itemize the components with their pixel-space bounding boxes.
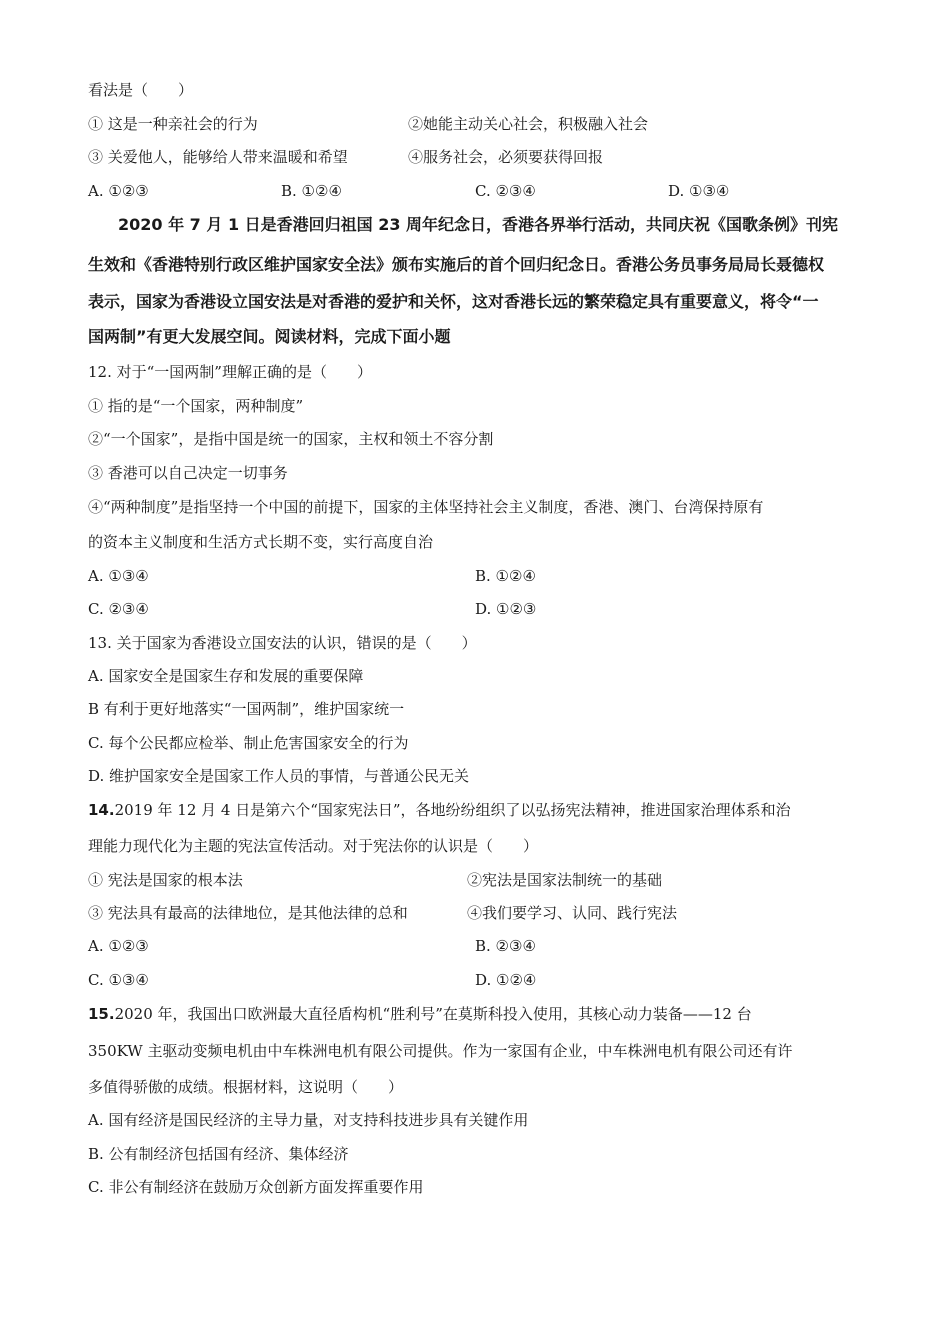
- q15-stem: [88, 1004, 752, 1024]
- q15-stem-cont-1: 350KW 主驱动变频电机由中车株洲电机有限公司提供。作为一家国有企业，中车株洲电机有限公司还有许: [88, 1042, 793, 1060]
- q14-option-a: A. ①②③: [88, 937, 149, 955]
- q12-option-c: C. ②③④: [88, 600, 149, 618]
- q12-option-d: D. ①②③: [475, 600, 537, 618]
- q11-statement-3: ③ 关爱他人，能够给人带来温暖和希望: [88, 148, 348, 166]
- q11-stem-tail: 看法是（ ）: [88, 81, 194, 99]
- q15-stem-text: 2020 年，我国出口欧洲最大直径盾构机“胜利号”在莫斯科投入使用，其核心动力装备——12 台: [114, 1005, 752, 1023]
- q14-option-b: B. ②③④: [475, 937, 536, 955]
- q11-option-a: A. ①②③: [88, 182, 149, 200]
- q11-option-b: B. ①②④: [281, 182, 342, 200]
- q13-option-b: B 有利于更好地落实“一国两制”，维护国家统一: [88, 700, 405, 718]
- q14-stem: [88, 800, 791, 820]
- q11-statement-2: ②她能主动关心社会，积极融入社会: [408, 115, 649, 133]
- q14-statement-2: ②宪法是国家法制统一的基础: [467, 871, 663, 889]
- q12-option-a: A. ①③④: [88, 567, 149, 585]
- q12-option-b: B. ①②④: [475, 567, 536, 585]
- q15-option-a: A. 国有经济是国民经济的主导力量，对支持科技进步具有关键作用: [88, 1111, 529, 1129]
- q15-number: 15.: [88, 1005, 115, 1023]
- q12-statement-4-cont: 的资本主义制度和生活方式长期不变，实行高度自治: [88, 533, 434, 551]
- material-line-1: 2020 年 7 月 1 日是香港回归祖国 23 周年纪念日，香港各界举行活动，共同庆祝《国歌条例》刊宪: [118, 215, 839, 234]
- q14-statement-3: ③ 宪法具有最高的法律地位，是其他法律的总和: [88, 904, 408, 922]
- q11-option-c: C. ②③④: [475, 182, 536, 200]
- q14-statement-4: ④我们要学习、认同、践行宪法: [467, 904, 678, 922]
- q14-number: 14.: [88, 801, 115, 819]
- q12-statement-3: ③ 香港可以自己决定一切事务: [88, 464, 288, 482]
- q12-statement-1: ① 指的是“一个国家，两种制度”: [88, 397, 304, 415]
- q14-option-d: D. ①②④: [475, 971, 537, 989]
- material-line-4: 国两制”有更大发展空间。阅读材料，完成下面小题: [88, 327, 451, 346]
- q12-stem: 12. 对于“一国两制”理解正确的是（ ）: [88, 363, 372, 381]
- q13-option-a: A. 国家安全是国家生存和发展的重要保障: [88, 667, 364, 685]
- q15-option-c: C. 非公有制经济在鼓励万众创新方面发挥重要作用: [88, 1178, 424, 1196]
- material-line-3: 表示，国家为香港设立国安法是对香港的爱护和关怀，这对香港长远的繁荣稳定具有重要意义，将令“一: [88, 292, 819, 311]
- q14-statement-1: ① 宪法是国家的根本法: [88, 871, 243, 889]
- q12-statement-4: ④“两种制度”是指坚持一个中国的前提下，国家的主体坚持社会主义制度，香港、澳门、台湾保持原有: [88, 498, 764, 516]
- q14-stem-text: 2019 年 12 月 4 日是第六个“国家宪法日”，各地纷纷组织了以弘扬宪法精神，推进国家治理体系和治: [114, 801, 791, 819]
- q13-stem: 13. 关于国家为香港设立国安法的认识，错误的是（ ）: [88, 634, 477, 652]
- q11-statement-4: ④服务社会，必须要获得回报: [408, 148, 604, 166]
- q11-option-d: D. ①③④: [668, 182, 730, 200]
- q12-statement-2: ②“一个国家”，是指中国是统一的国家，主权和领土不容分割: [88, 430, 494, 448]
- q14-stem-cont: 理能力现代化为主题的宪法宣传活动。对于宪法你的认识是（ ）: [88, 837, 539, 855]
- q11-statement-1: ① 这是一种亲社会的行为: [88, 115, 258, 133]
- q15-option-b: B. 公有制经济包括国有经济、集体经济: [88, 1145, 349, 1163]
- q15-stem-cont-2: 多值得骄傲的成绩。根据材料，这说明（ ）: [88, 1078, 404, 1096]
- q13-option-d: D. 维护国家安全是国家工作人员的事情，与普通公民无关: [88, 767, 470, 785]
- q14-option-c: C. ①③④: [88, 971, 149, 989]
- material-line-2: 生效和《香港特别行政区维护国家安全法》颁布实施后的首个回归纪念日。香港公务员事务局局长聂德权: [88, 255, 825, 274]
- q13-option-c: C. 每个公民都应检举、制止危害国家安全的行为: [88, 734, 409, 752]
